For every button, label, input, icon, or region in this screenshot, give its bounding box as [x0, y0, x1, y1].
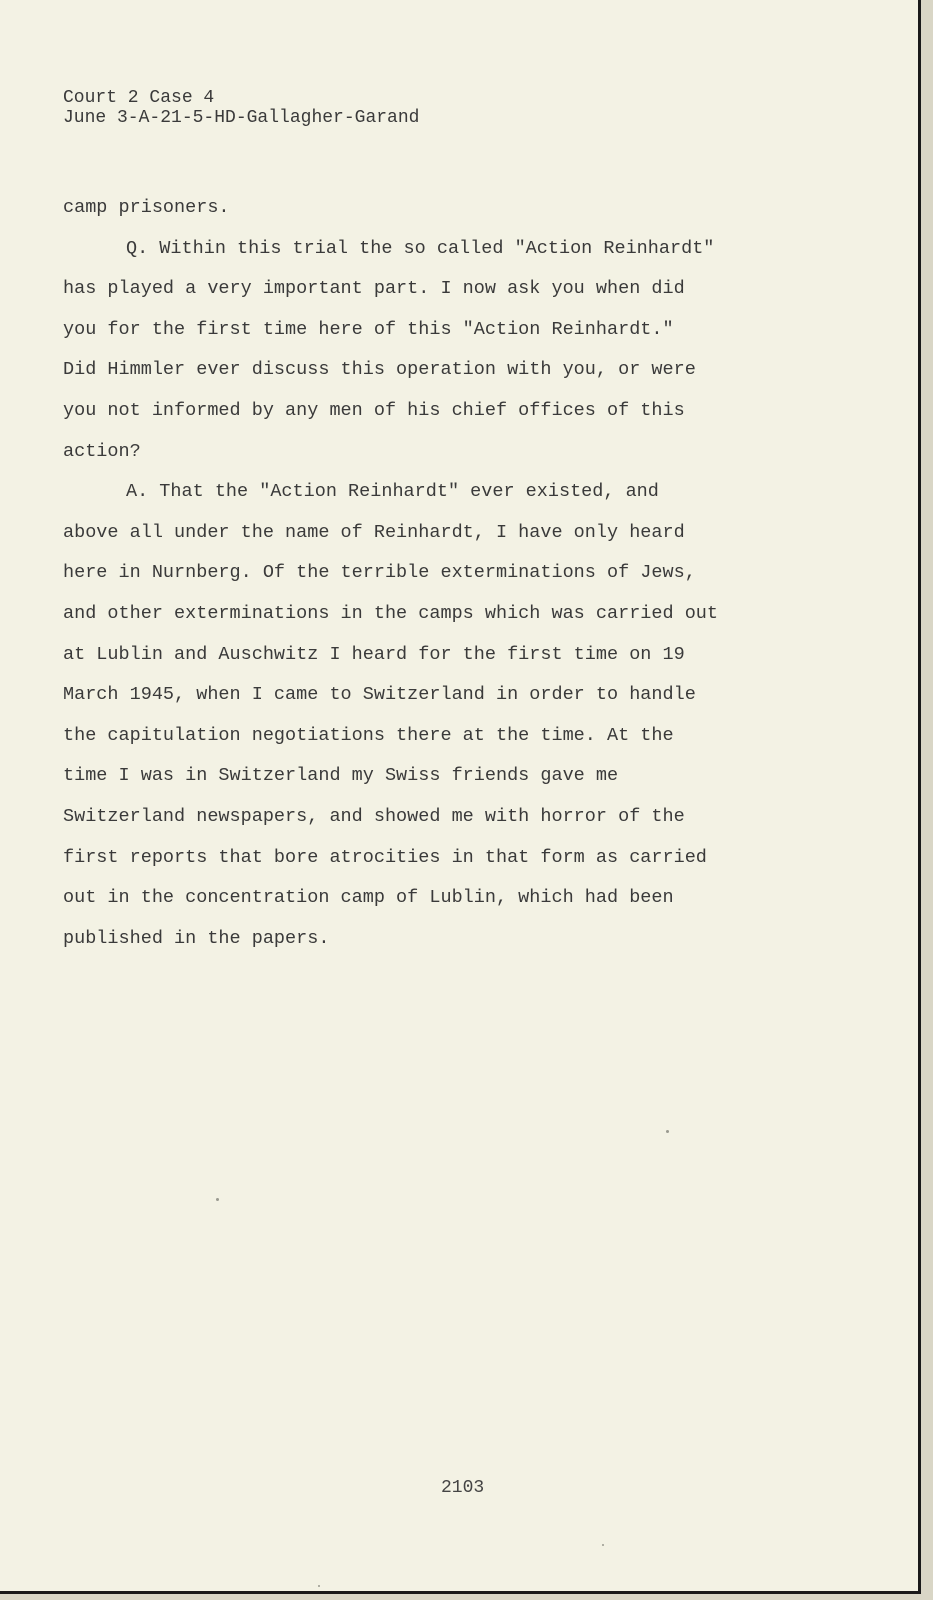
text-line: you not informed by any men of his chief offices of this: [63, 399, 685, 421]
paper-speck: [666, 1130, 669, 1133]
page-number: 2103: [441, 1478, 485, 1498]
text-line: first reports that bore atrocities in that form as carried: [63, 846, 707, 868]
document-header: [63, 88, 419, 128]
text-line: at Lublin and Auschwitz I heard for the first time on 19: [63, 643, 685, 665]
text-line: published in the papers.: [63, 927, 330, 949]
question-line: Q. Within this trial the so called "Action Reinhardt": [126, 237, 715, 259]
testimony-text: [63, 188, 718, 959]
text-line: Switzerland newspapers, and showed me with horror of the: [63, 805, 685, 827]
text-line: action?: [63, 440, 141, 462]
text-line: March 1945, when I came to Switzerland in order to handle: [63, 684, 696, 706]
text-line: camp prisoners.: [63, 197, 230, 218]
paper-speck: [602, 1544, 604, 1546]
text-line: you for the first time here of this "Action Reinhardt.": [63, 318, 674, 340]
text-line: has played a very important part. I now ask you when did: [63, 278, 685, 300]
text-line: above all under the name of Reinhardt, I have only heard: [63, 521, 685, 543]
header-session-code: June 3-A-21-5-HD-Gallagher-Garand: [63, 108, 420, 128]
text-line: out in the concentration camp of Lublin, which had been: [63, 887, 674, 909]
text-line: here in Nurnberg. Of the terrible exterminations of Jews,: [63, 562, 696, 584]
answer-line: A. That the "Action Reinhardt" ever existed, and: [126, 481, 659, 503]
text-line: Did Himmler ever discuss this operation with you, or were: [63, 359, 696, 381]
header-court-case: Court 2 Case 4: [63, 88, 215, 108]
text-line: the capitulation negotiations there at the time. At the: [63, 724, 674, 746]
paper-speck: [318, 1585, 320, 1587]
paper-speck: [216, 1198, 219, 1201]
text-line: time I was in Switzerland my Swiss friends gave me: [63, 765, 619, 787]
text-line: and other exterminations in the camps which was carried out: [63, 602, 719, 624]
